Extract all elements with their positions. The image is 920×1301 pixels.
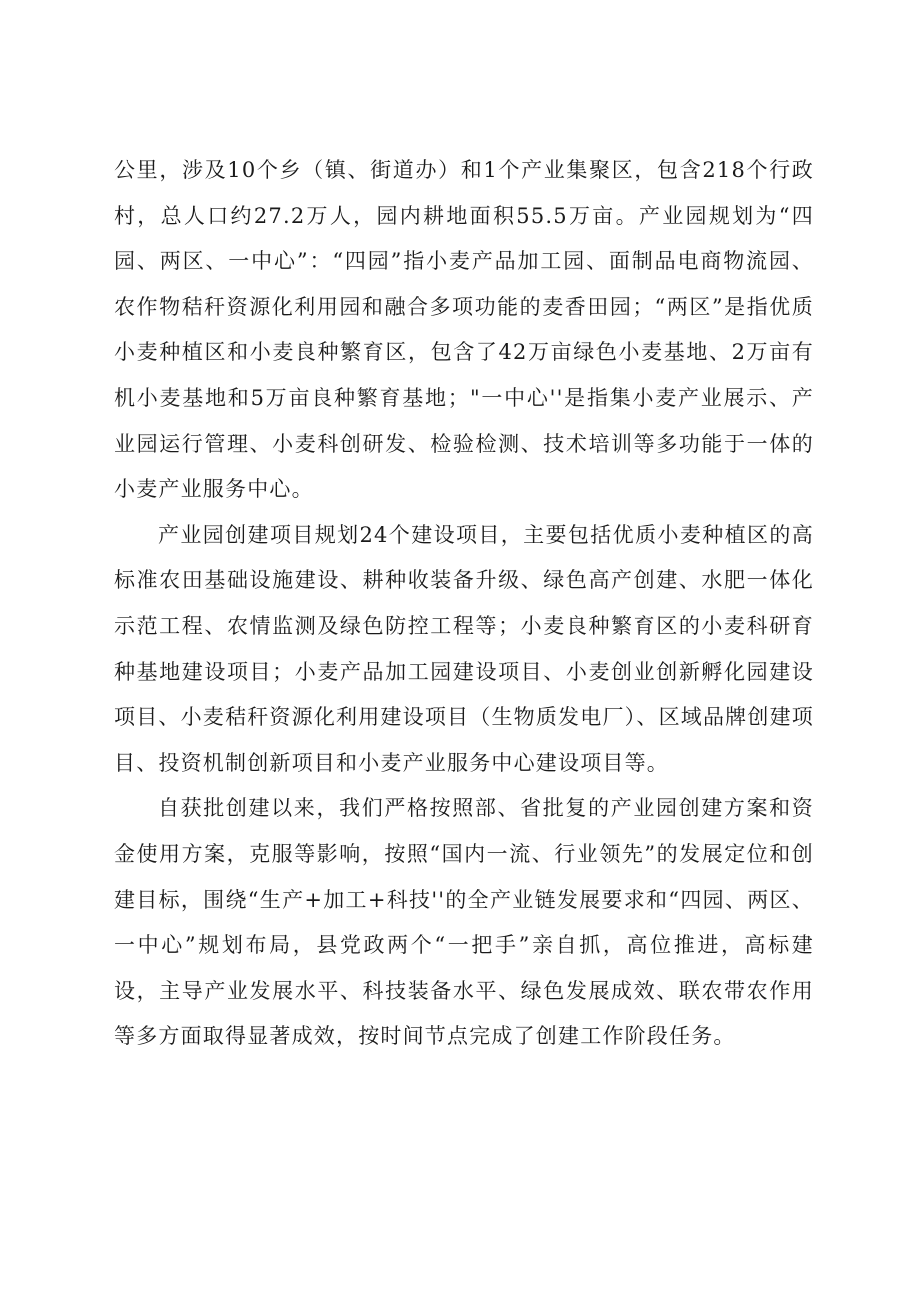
paragraph-1: 公里，涉及10个乡（镇、街道办）和1个产业集聚区，包含218个行政村，总人口约27.2万人，园内耕地面积55.5万亩。产业园规划为“四园、两区、一中心”：“四园”指小麦产品加工园、面制品电商物流园、农作物秸秆资源化利用园和融合多项功能的麦香田园；“两区”是指优质小麦种植区和小麦良种繁育区，包含了42万亩绿色小麦基地、2万亩有机小麦基地和5万亩良种繁育基地；"一中心''是指集小麦产业展示、产业园运行管理、小麦科创研发、检验检测、技术培训等多功能于一体的小麦产业服务中心。 [114, 158, 814, 502]
document-body [114, 148, 814, 1060]
paragraph-2: 产业园创建项目规划24个建设项目，主要包括优质小麦种植区的高标准农田基础设施建设、耕种收装备升级、绿色高产创建、水肥一体化示范工程、农情监测及绿色防控工程等；小麦良种繁育区的小麦科研育种基地建设项目；小麦产品加工园建设项目、小麦创业创新孵化园建设项目、小麦秸秆资源化利用建设项目（生物质发电厂）、区域品牌创建项目、投资机制创新项目和小麦产业服务中心建设项目等。 [114, 522, 814, 775]
paragraph-3: 自获批创建以来，我们严格按照部、省批复的产业园创建方案和资金使用方案，克服等影响，按照“国内一流、行业领先”的发展定位和创建目标，围绕“生产+加工+科技''的全产业链发展要求和“四园、两区、一中心”规划布局，县党政两个“一把手”亲自抓，高位推进，高标建设，主导产业发展水平、科技装备水平、绿色发展成效、联农带农作用等多方面取得显著成效，按时间节点完成了创建工作阶段任务。 [114, 796, 814, 1049]
